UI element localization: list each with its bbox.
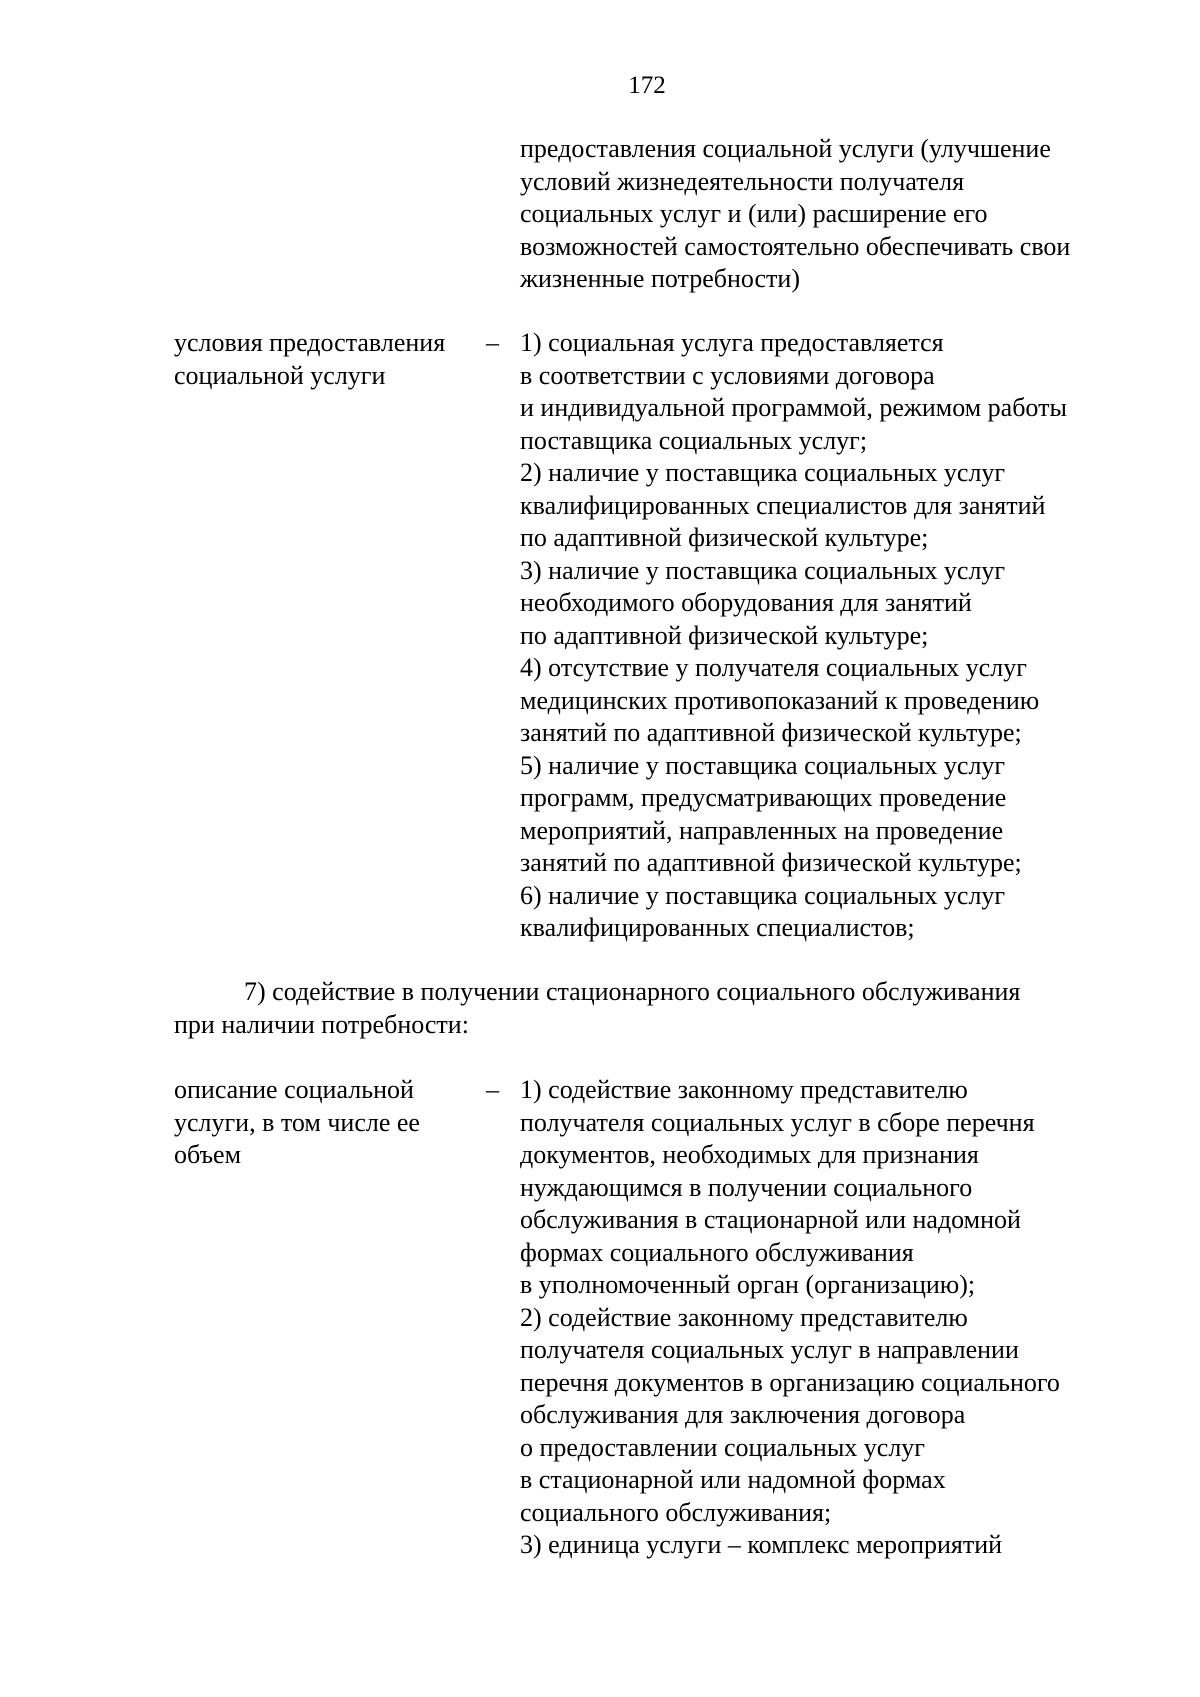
text-line: жизненные потребности) xyxy=(520,264,800,293)
text-line: по адаптивной физической культуре; xyxy=(520,620,929,650)
text-line: квалифицированных специалистов; xyxy=(520,913,915,942)
text-line: получателя социальных услуг в направлении xyxy=(520,1335,1019,1364)
text-line: квалифицированных специалистов для занятий xyxy=(520,490,1046,520)
text-line: в уполномоченный орган (организацию); xyxy=(520,1270,976,1299)
text-line: в стационарной или надомной формах xyxy=(520,1465,946,1494)
text-line: перечня документов в организацию социального xyxy=(520,1367,1060,1397)
text-line: по адаптивной физической культуре; xyxy=(520,523,929,552)
text-line: 3) наличие у поставщика социальных услуг xyxy=(520,555,1006,585)
description-label xyxy=(174,1074,474,1172)
text-line: формах социального обслуживания xyxy=(520,1237,914,1267)
description-text xyxy=(520,1074,1140,1562)
text-line: получателя социальных услуг в сборе перечня xyxy=(520,1107,1035,1137)
text-line: занятий по адаптивной физической культуре; xyxy=(520,848,1022,877)
text-line: возможностей самостоятельно обеспечивать свои xyxy=(520,231,1071,261)
text-line: мероприятий, направленных на проведение xyxy=(520,815,1004,845)
text-line: 2) наличие у поставщика социальных услуг xyxy=(520,458,1006,487)
text-line: занятий по адаптивной физической культуре; xyxy=(520,718,1022,747)
continuation-text xyxy=(520,133,1140,296)
text-line: 1) содействие законному представителю xyxy=(520,1075,968,1104)
label-line: описание социальной xyxy=(174,1075,414,1104)
text-line: в соответствии с условиями договора xyxy=(520,360,935,390)
text-line: необходимого оборудования для занятий xyxy=(520,588,972,617)
text-line: программ, предусматривающих проведение xyxy=(520,783,1007,812)
dash-separator: – xyxy=(486,328,499,357)
label-line: социальной услуги xyxy=(174,360,386,390)
text-line: предоставления социальной услуги (улучшение xyxy=(520,134,1051,163)
label-line: объем xyxy=(174,1140,242,1169)
text-line: обслуживания в стационарной или надомной xyxy=(520,1205,1021,1234)
text-line: нуждающимся в получении социального xyxy=(520,1172,973,1202)
text-line: документов, необходимых для признания xyxy=(520,1140,979,1169)
text-line: социального обслуживания; xyxy=(520,1497,832,1527)
text-line: 6) наличие у поставщика социальных услуг xyxy=(520,880,1006,910)
dash-separator: – xyxy=(486,1075,499,1104)
text-line: социальных услуг и (или) расширение его xyxy=(520,199,988,228)
conditions-label xyxy=(174,327,474,392)
text-line: поставщика социальных услуг; xyxy=(520,425,868,455)
label-line: условия предоставления xyxy=(174,328,446,357)
conditions-text xyxy=(520,327,1140,945)
text-line: 2) содействие законному представителю xyxy=(520,1302,968,1332)
page-number: 172 xyxy=(628,72,666,99)
text-line: условий жизнедеятельности получателя xyxy=(520,166,965,196)
text-line: о предоставлении социальных услуг xyxy=(520,1432,925,1462)
section-heading xyxy=(174,976,1134,1041)
heading-line: 7) содействие в получении стационарного социального обслуживания xyxy=(244,977,1021,1006)
text-line: медицинских противопоказаний к проведению xyxy=(520,685,1040,715)
heading-line: при наличии потребности: xyxy=(174,1009,469,1039)
text-line: обслуживания для заключения договора xyxy=(520,1400,966,1429)
label-line: услуги, в том числе ее xyxy=(174,1107,420,1137)
text-line: и индивидуальной программой, режимом работы xyxy=(520,393,1067,422)
text-line: 4) отсутствие у получателя социальных услуг xyxy=(520,653,1027,682)
text-line: 1) социальная услуга предоставляется xyxy=(520,328,944,357)
text-line: 5) наличие у поставщика социальных услуг xyxy=(520,750,1006,780)
text-line: 3) единица услуги – комплекс мероприятий xyxy=(520,1530,1003,1559)
